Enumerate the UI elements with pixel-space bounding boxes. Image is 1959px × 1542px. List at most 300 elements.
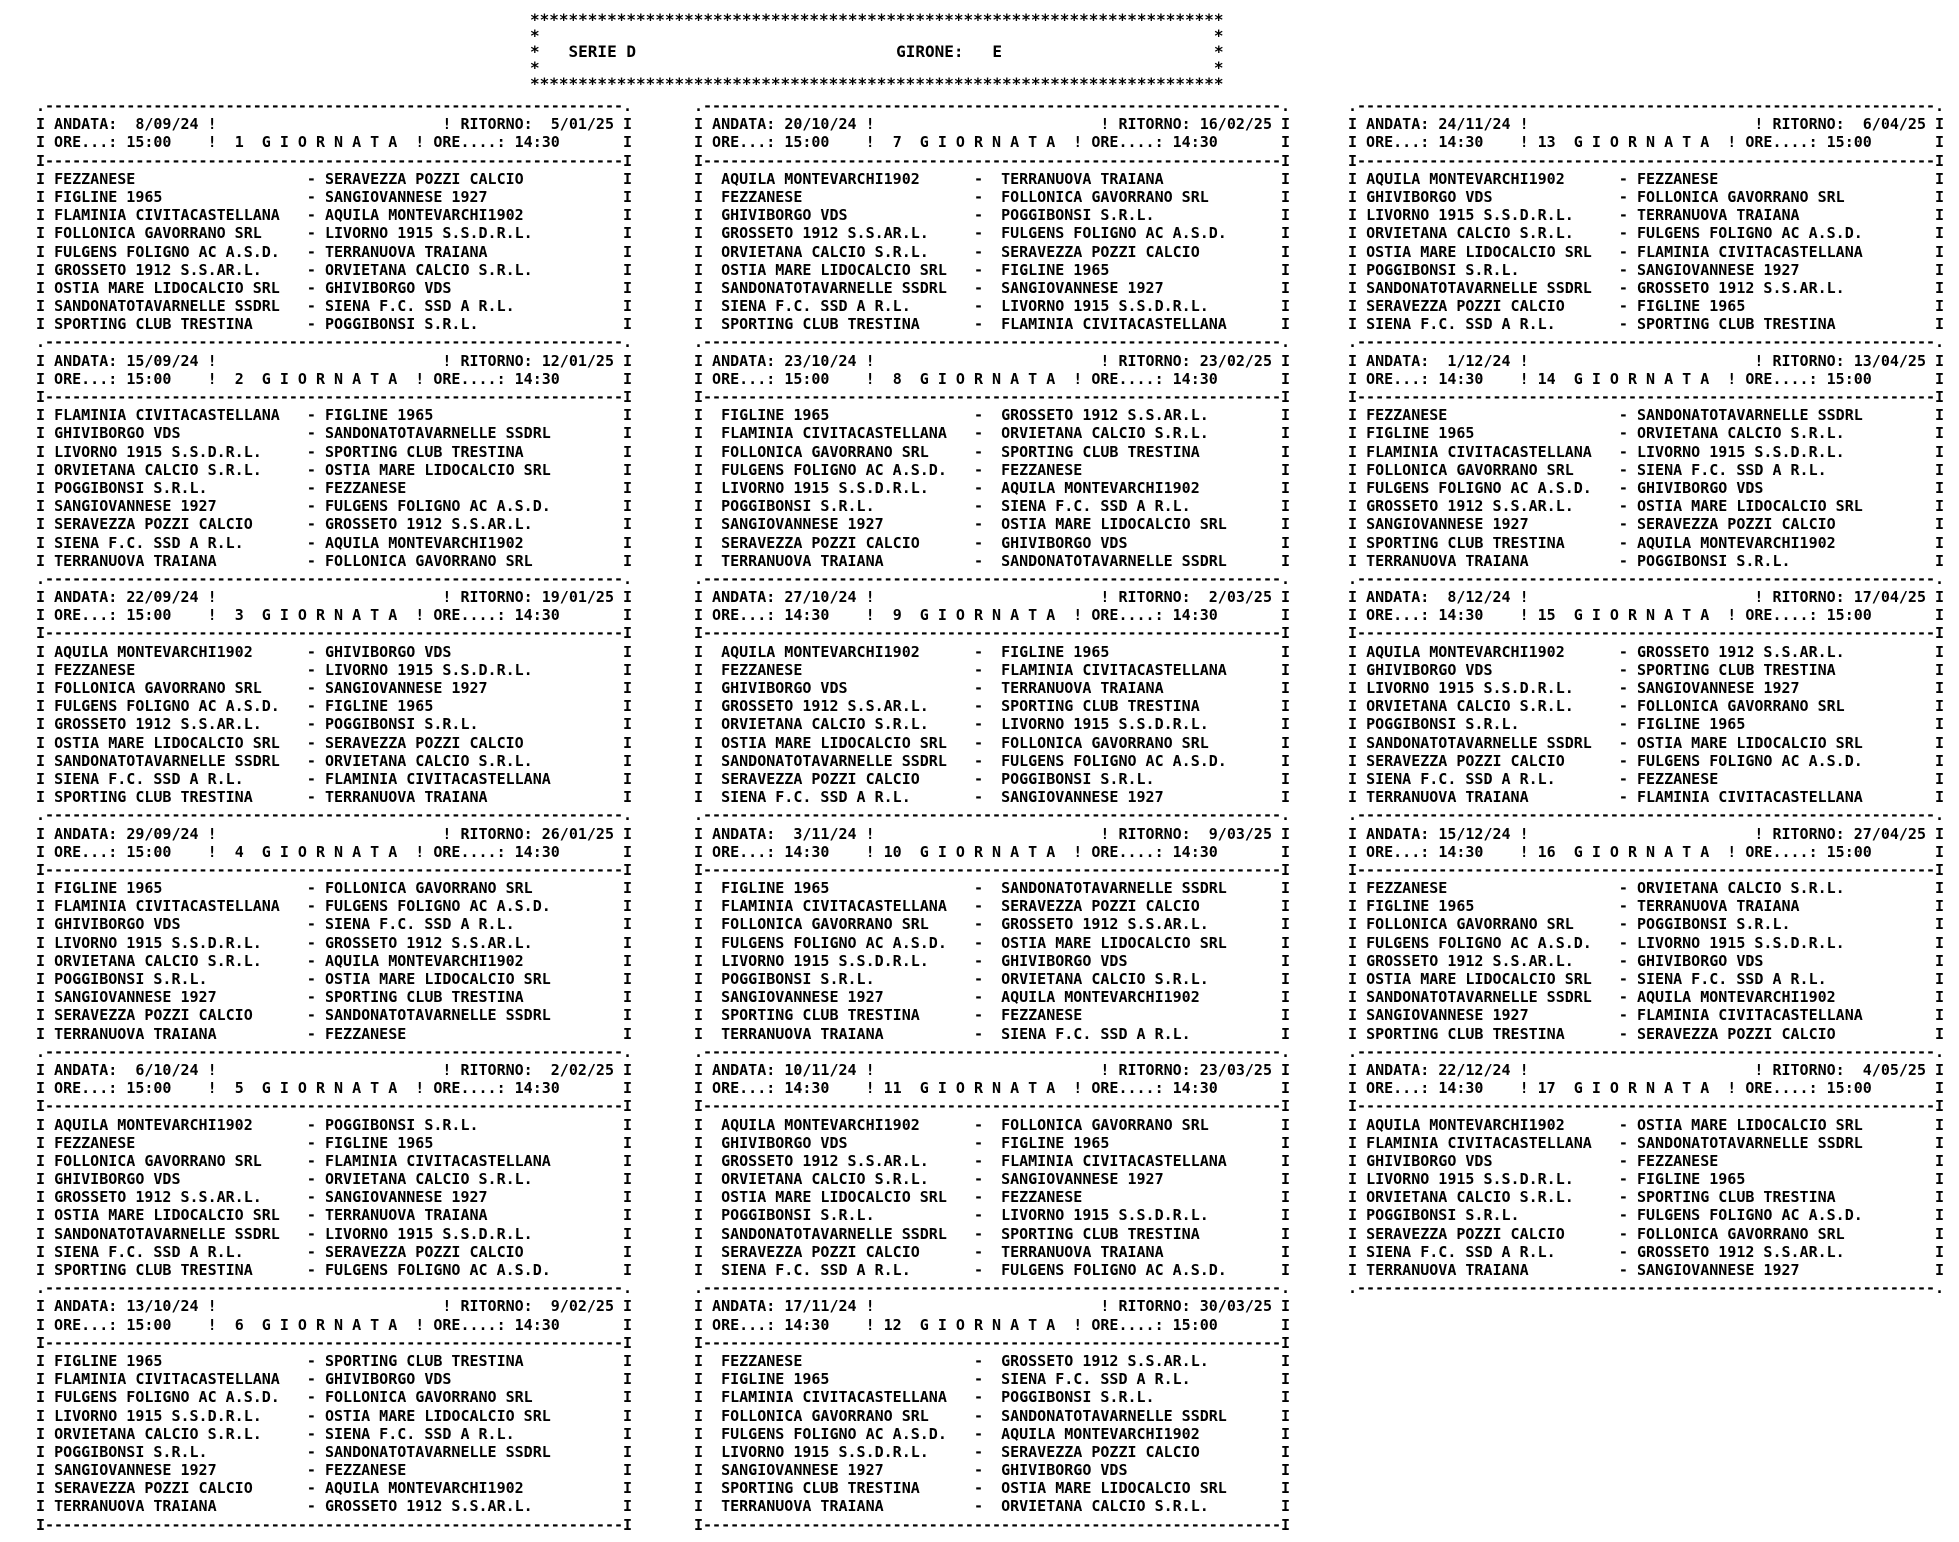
match-row: I AQUILA MONTEVARCHI1902 - GROSSETO 1912 S.S.AR.L. I	[1348, 642, 1945, 661]
home-team: FULGENS FOLIGNO AC A.S.D.	[1366, 478, 1592, 497]
match-row: I SERAVEZZA POZZI CALCIO - GHIVIBORGO VDS I	[694, 533, 1291, 552]
home-team: SPORTING CLUB TRESTINA	[1366, 1024, 1565, 1043]
away-team: ORVIETANA CALCIO S.R.L.	[1637, 879, 1845, 898]
match-row: I SERAVEZZA POZZI CALCIO - TERRANUOVA TRAIANA I	[694, 1242, 1291, 1261]
home-team: POGGIBONSI S.R.L.	[54, 1442, 208, 1461]
match-row: I LIVORNO 1915 S.S.D.R.L. - FIGLINE 1965 I	[1348, 1170, 1945, 1189]
away-team: GROSSETO 1912 S.S.AR.L.	[1637, 642, 1845, 661]
match-row: I FOLLONICA GAVORRANO SRL - FLAMINIA CIVITACASTELLANA I	[36, 1151, 633, 1170]
match-row: I SPORTING CLUB TRESTINA - FEZZANESE I	[694, 1006, 1291, 1025]
home-team: SANDONATOTAVARNELLE SSDRL	[1366, 278, 1592, 297]
giornata-times-row: I ORE...: 14:30 ! 12 G I O R N A T A ! ORE....: 15:00 I	[694, 1315, 1291, 1334]
match-row: I FEZZANESE - FOLLONICA GAVORRANO SRL I	[694, 187, 1291, 206]
home-team: GHIVIBORGO VDS	[1366, 1151, 1493, 1170]
giornata-dates-row: I ANDATA: 8/12/24 ! ! RITORNO: 17/04/25 I	[1348, 588, 1945, 607]
giornata-number: 6	[234, 1315, 244, 1334]
home-team: SANDONATOTAVARNELLE SSDRL	[54, 1224, 280, 1243]
match-row: I SANGIOVANNESE 1927 - OSTIA MARE LIDOCALCIO SRL I	[694, 515, 1291, 534]
match-row: I SIENA F.C. SSD A R.L. - FULGENS FOLIGNO AC A.S.D. I	[694, 1261, 1291, 1279]
ritorno-date: 17/04/25	[1853, 588, 1926, 607]
away-team: TERRANUOVA TRAIANA	[1001, 1242, 1164, 1261]
home-team: AQUILA MONTEVARCHI1902	[721, 169, 920, 188]
giornata-times-row: I ORE...: 15:00 ! 8 G I O R N A T A ! ORE....: 14:30 I	[694, 369, 1291, 388]
fixtures-column-3	[1348, 97, 1944, 1297]
andata-date: 23/10/24	[784, 351, 857, 370]
home-team: FLAMINIA CIVITACASTELLANA	[1366, 1133, 1592, 1152]
away-team: GHIVIBORGO VDS	[325, 278, 452, 297]
andata-time: 14:30	[784, 842, 830, 861]
ritorno-time: 14:30	[1172, 1079, 1218, 1098]
home-team: SERAVEZZA POZZI CALCIO	[1366, 297, 1565, 316]
girone-value: E	[992, 42, 1003, 61]
match-row: I ORVIETANA CALCIO S.R.L. - SANGIOVANNESE 1927 I	[694, 1170, 1291, 1189]
block-top-border: .----------------------------------------------------------------.	[36, 1042, 633, 1061]
block-top-border: .----------------------------------------------------------------.	[36, 1279, 633, 1298]
giornata-number: 17	[1537, 1079, 1556, 1098]
match-row: I FOLLONICA GAVORRANO SRL - SANDONATOTAVARNELLE SSDRL I	[694, 1406, 1291, 1425]
andata-date: 10/11/24	[784, 1060, 857, 1079]
match-row: I SANDONATOTAVARNELLE SSDRL - SPORTING CLUB TRESTINA I	[694, 1224, 1291, 1243]
away-team: FLAMINIA CIVITACASTELLANA	[1001, 315, 1227, 334]
home-team: POGGIBONSI S.R.L.	[1366, 260, 1520, 279]
home-team: POGGIBONSI S.R.L.	[1366, 1206, 1520, 1225]
away-team: GHIVIBORGO VDS	[325, 1370, 452, 1389]
match-row: I GHIVIBORGO VDS - POGGIBONSI S.R.L. I	[694, 206, 1291, 225]
giornata-number: 14	[1537, 369, 1556, 388]
away-team: FULGENS FOLIGNO AC A.S.D.	[325, 897, 551, 916]
home-team: ORVIETANA CALCIO S.R.L.	[1366, 697, 1574, 716]
giornata-label: G I O R N A T A	[1573, 606, 1710, 625]
home-team: TERRANUOVA TRAIANA	[721, 1497, 884, 1516]
giornata-times-row: I ORE...: 15:00 ! 5 G I O R N A T A ! ORE....: 14:30 I	[36, 1079, 633, 1098]
home-team: SERAVEZZA POZZI CALCIO	[1366, 1224, 1565, 1243]
match-row: I SIENA F.C. SSD A R.L. - FEZZANESE I	[1348, 769, 1945, 788]
home-team: POGGIBONSI S.R.L.	[721, 1206, 875, 1225]
match-row: I ORVIETANA CALCIO S.R.L. - SIENA F.C. SSD A R.L. I	[36, 1424, 633, 1443]
ritorno-time: 15:00	[1826, 842, 1872, 861]
block-divider: I----------------------------------------------------------------I	[36, 1097, 633, 1116]
home-team: FIGLINE 1965	[721, 1370, 830, 1389]
home-team: SANDONATOTAVARNELLE SSDRL	[54, 297, 280, 316]
match-row: I FIGLINE 1965 - TERRANUOVA TRAIANA I	[1348, 897, 1945, 916]
home-team: FLAMINIA CIVITACASTELLANA	[54, 897, 280, 916]
match-row: I FLAMINIA CIVITACASTELLANA - ORVIETANA CALCIO S.R.L. I	[694, 424, 1291, 443]
away-team: AQUILA MONTEVARCHI1902	[1001, 988, 1200, 1007]
home-team: FIGLINE 1965	[54, 879, 163, 898]
away-team: OSTIA MARE LIDOCALCIO SRL	[1001, 933, 1227, 952]
home-team: FLAMINIA CIVITACASTELLANA	[721, 897, 947, 916]
block-divider: I----------------------------------------------------------------I	[694, 860, 1291, 879]
home-team: FULGENS FOLIGNO AC A.S.D.	[721, 933, 947, 952]
andata-time: 15:00	[126, 606, 172, 625]
away-team: POGGIBONSI S.R.L.	[325, 715, 479, 734]
giornata-label: G I O R N A T A	[919, 1079, 1056, 1098]
match-row: I GHIVIBORGO VDS - SPORTING CLUB TRESTINA I	[1348, 660, 1945, 679]
away-team: SPORTING CLUB TRESTINA	[325, 988, 524, 1007]
home-team: OSTIA MARE LIDOCALCIO SRL	[721, 260, 947, 279]
home-team: SPORTING CLUB TRESTINA	[54, 315, 253, 334]
match-row: I OSTIA MARE LIDOCALCIO SRL - SIENA F.C. SSD A R.L. I	[1348, 970, 1945, 988]
home-team: GHIVIBORGO VDS	[721, 679, 848, 697]
block-top-border: .----------------------------------------------------------------.	[1348, 1042, 1945, 1061]
match-row: I FULGENS FOLIGNO AC A.S.D. - TERRANUOVA TRAIANA I	[36, 242, 633, 261]
match-row: I AQUILA MONTEVARCHI1902 - TERRANUOVA TRAIANA I	[694, 169, 1291, 188]
match-row: I FOLLONICA GAVORRANO SRL - SANGIOVANNESE 1927 I	[36, 679, 633, 697]
match-row: I SANDONATOTAVARNELLE SSDRL - GROSSETO 1912 S.S.AR.L. I	[1348, 278, 1945, 297]
away-team: POGGIBONSI S.R.L.	[1637, 915, 1791, 934]
home-team: FOLLONICA GAVORRANO SRL	[54, 224, 262, 243]
home-team: LIVORNO 1915 S.S.D.R.L.	[54, 442, 262, 461]
block-divider: I----------------------------------------------------------------I	[36, 860, 633, 879]
series-title: SERIE D	[568, 42, 636, 61]
away-team: FLAMINIA CIVITACASTELLANA	[1001, 660, 1227, 679]
away-team: FEZZANESE	[325, 1024, 407, 1043]
home-team: GROSSETO 1912 S.S.AR.L.	[54, 1188, 262, 1207]
giornata-number: 8	[892, 369, 902, 388]
home-team: FULGENS FOLIGNO AC A.S.D.	[721, 1424, 947, 1443]
match-row: I FOLLONICA GAVORRANO SRL - POGGIBONSI S.R.L. I	[1348, 915, 1945, 934]
away-team: SANGIOVANNESE 1927	[1001, 1170, 1164, 1189]
away-team: OSTIA MARE LIDOCALCIO SRL	[325, 1406, 551, 1425]
match-row: I GROSSETO 1912 S.S.AR.L. - POGGIBONSI S.R.L. I	[36, 715, 633, 734]
giornata-times-row: I ORE...: 15:00 ! 2 G I O R N A T A ! ORE....: 14:30 I	[36, 369, 633, 388]
giornata-label: G I O R N A T A	[1573, 842, 1710, 861]
block-divider: I----------------------------------------------------------------I	[36, 624, 633, 643]
giornata-label: G I O R N A T A	[261, 842, 398, 861]
home-team: OSTIA MARE LIDOCALCIO SRL	[1366, 242, 1592, 261]
away-team: LIVORNO 1915 S.S.D.R.L.	[325, 660, 533, 679]
giornata-times-row: I ORE...: 15:00 ! 4 G I O R N A T A ! ORE....: 14:30 I	[36, 842, 633, 861]
match-row: I OSTIA MARE LIDOCALCIO SRL - FIGLINE 1965 I	[694, 260, 1291, 279]
home-team: GROSSETO 1912 S.S.AR.L.	[721, 1151, 929, 1170]
match-row: I FOLLONICA GAVORRANO SRL - LIVORNO 1915 S.S.D.R.L. I	[36, 224, 633, 243]
giornata-dates-row: I ANDATA: 13/10/24 ! ! RITORNO: 9/02/25 I	[36, 1297, 633, 1316]
home-team: FIGLINE 1965	[54, 187, 163, 206]
ritorno-date: 2/02/25	[550, 1060, 614, 1079]
match-row: I SANDONATOTAVARNELLE SSDRL - FULGENS FOLIGNO AC A.S.D. I	[694, 751, 1291, 770]
home-team: FULGENS FOLIGNO AC A.S.D.	[54, 697, 280, 716]
giornata-number: 5	[234, 1079, 244, 1098]
match-row: I AQUILA MONTEVARCHI1902 - FEZZANESE I	[1348, 169, 1945, 188]
home-team: ORVIETANA CALCIO S.R.L.	[721, 242, 929, 261]
away-team: FOLLONICA GAVORRANO SRL	[1001, 1115, 1209, 1134]
andata-date: 15/09/24	[126, 351, 199, 370]
home-team: ORVIETANA CALCIO S.R.L.	[54, 1424, 262, 1443]
away-team: SANGIOVANNESE 1927	[325, 187, 488, 206]
home-team: SANGIOVANNESE 1927	[721, 515, 884, 534]
block-top-border: .----------------------------------------------------------------.	[36, 569, 633, 588]
ritorno-date: 2/03/25	[1208, 588, 1272, 607]
home-team: FULGENS FOLIGNO AC A.S.D.	[54, 242, 280, 261]
home-team: SANGIOVANNESE 1927	[54, 988, 217, 1007]
andata-time: 15:00	[126, 1079, 172, 1098]
away-team: SANGIOVANNESE 1927	[325, 679, 488, 697]
away-team: FLAMINIA CIVITACASTELLANA	[325, 769, 551, 788]
home-team: GHIVIBORGO VDS	[1366, 187, 1493, 206]
home-team: SANDONATOTAVARNELLE SSDRL	[721, 751, 947, 770]
giornata-times-row: I ORE...: 15:00 ! 6 G I O R N A T A ! ORE....: 14:30 I	[36, 1315, 633, 1334]
away-team: POGGIBONSI S.R.L.	[325, 1115, 479, 1134]
ritorno-date: 9/02/25	[550, 1297, 614, 1316]
match-row: I LIVORNO 1915 S.S.D.R.L. - SANGIOVANNESE 1927 I	[1348, 679, 1945, 697]
giornata-times-row: I ORE...: 14:30 ! 17 G I O R N A T A ! ORE....: 15:00 I	[1348, 1079, 1945, 1098]
home-team: GHIVIBORGO VDS	[54, 1170, 181, 1189]
away-team: FEZZANESE	[1637, 769, 1719, 788]
giornata-label: G I O R N A T A	[919, 606, 1056, 625]
away-team: AQUILA MONTEVARCHI1902	[325, 206, 524, 225]
home-team: FOLLONICA GAVORRANO SRL	[721, 1406, 929, 1425]
match-row: I FEZZANESE - LIVORNO 1915 S.S.D.R.L. I	[36, 660, 633, 679]
block-divider: I----------------------------------------------------------------I	[36, 388, 633, 406]
home-team: GROSSETO 1912 S.S.AR.L.	[54, 715, 262, 734]
away-team: TERRANUOVA TRAIANA	[325, 788, 488, 807]
ritorno-time: 14:30	[1172, 369, 1218, 388]
home-team: GROSSETO 1912 S.S.AR.L.	[721, 224, 929, 243]
ritorno-date: 6/04/25	[1862, 115, 1926, 134]
andata-date: 8/09/24	[135, 115, 199, 134]
home-team: SIENA F.C. SSD A R.L.	[54, 533, 244, 552]
home-team: LIVORNO 1915 S.S.D.R.L.	[54, 933, 262, 952]
match-row: I FLAMINIA CIVITACASTELLANA - FIGLINE 1965 I	[36, 406, 633, 425]
home-team: LIVORNO 1915 S.S.D.R.L.	[721, 951, 929, 970]
away-team: SPORTING CLUB TRESTINA	[1637, 1188, 1836, 1207]
home-team: GHIVIBORGO VDS	[1366, 660, 1493, 679]
home-team: GHIVIBORGO VDS	[54, 424, 181, 443]
away-team: FIGLINE 1965	[325, 406, 434, 425]
away-team: SERAVEZZA POZZI CALCIO	[325, 1242, 524, 1261]
block-divider: I----------------------------------------------------------------I	[36, 151, 633, 170]
title-box	[530, 12, 1224, 92]
away-team: FIGLINE 1965	[1637, 1170, 1746, 1189]
match-row: I FIGLINE 1965 - SANGIOVANNESE 1927 I	[36, 187, 633, 206]
match-row: I OSTIA MARE LIDOCALCIO SRL - FOLLONICA GAVORRANO SRL I	[694, 733, 1291, 752]
away-team: GROSSETO 1912 S.S.AR.L.	[1001, 1351, 1209, 1370]
away-team: SPORTING CLUB TRESTINA	[1001, 697, 1200, 716]
away-team: GROSSETO 1912 S.S.AR.L.	[1637, 1242, 1845, 1261]
andata-time: 14:30	[1438, 606, 1484, 625]
away-team: SANDONATOTAVARNELLE SSDRL	[1637, 1133, 1863, 1152]
match-row: I ORVIETANA CALCIO S.R.L. - LIVORNO 1915 S.S.D.R.L. I	[694, 715, 1291, 734]
andata-time: 15:00	[126, 133, 172, 152]
giornata-times-row: I ORE...: 14:30 ! 11 G I O R N A T A ! ORE....: 14:30 I	[694, 1079, 1291, 1098]
home-team: LIVORNO 1915 S.S.D.R.L.	[721, 478, 929, 497]
away-team: SIENA F.C. SSD A R.L.	[1001, 497, 1191, 516]
away-team: AQUILA MONTEVARCHI1902	[325, 533, 524, 552]
home-team: GROSSETO 1912 S.S.AR.L.	[1366, 497, 1574, 516]
home-team: FOLLONICA GAVORRANO SRL	[54, 679, 262, 697]
away-team: GHIVIBORGO VDS	[325, 642, 452, 661]
match-row: I FLAMINIA CIVITACASTELLANA - SERAVEZZA POZZI CALCIO I	[694, 897, 1291, 916]
match-row: I SPORTING CLUB TRESTINA - TERRANUOVA TRAIANA I	[36, 788, 633, 807]
giornata-dates-row: I ANDATA: 20/10/24 ! ! RITORNO: 16/02/25 I	[694, 115, 1291, 134]
match-row: I OSTIA MARE LIDOCALCIO SRL - FEZZANESE I	[694, 1188, 1291, 1207]
home-team: TERRANUOVA TRAIANA	[54, 1024, 217, 1043]
match-row: I ORVIETANA CALCIO S.R.L. - AQUILA MONTEVARCHI1902 I	[36, 951, 633, 970]
match-row: I SERAVEZZA POZZI CALCIO - SANDONATOTAVARNELLE SSDRL I	[36, 1006, 633, 1025]
away-team: FOLLONICA GAVORRANO SRL	[1637, 187, 1845, 206]
block-top-border: .----------------------------------------------------------------.	[694, 1279, 1291, 1298]
home-team: AQUILA MONTEVARCHI1902	[1366, 1115, 1565, 1134]
home-team: SANDONATOTAVARNELLE SSDRL	[1366, 733, 1592, 752]
home-team: LIVORNO 1915 S.S.D.R.L.	[54, 1406, 262, 1425]
match-row: I FIGLINE 1965 - SANDONATOTAVARNELLE SSDRL I	[694, 879, 1291, 898]
match-row: I SIENA F.C. SSD A R.L. - SERAVEZZA POZZI CALCIO I	[36, 1242, 633, 1261]
home-team: SIENA F.C. SSD A R.L.	[1366, 315, 1556, 334]
home-team: FIGLINE 1965	[721, 879, 830, 898]
giornata-label: G I O R N A T A	[261, 1079, 398, 1098]
ritorno-time: 14:30	[514, 606, 560, 625]
giornata-number: 12	[883, 1315, 902, 1334]
away-team: ORVIETANA CALCIO S.R.L.	[1001, 424, 1209, 443]
girone-label: GIRONE:	[896, 42, 964, 61]
home-team: SERAVEZZA POZZI CALCIO	[721, 533, 920, 552]
away-team: FOLLONICA GAVORRANO SRL	[325, 879, 533, 898]
home-team: SANGIOVANNESE 1927	[1366, 515, 1529, 534]
match-row: I FOLLONICA GAVORRANO SRL - SPORTING CLUB TRESTINA I	[694, 442, 1291, 461]
match-row: I FIGLINE 1965 - GROSSETO 1912 S.S.AR.L. I	[694, 406, 1291, 425]
match-row: I FEZZANESE - GROSSETO 1912 S.S.AR.L. I	[694, 1351, 1291, 1370]
match-row: I SANDONATOTAVARNELLE SSDRL - SIENA F.C. SSD A R.L. I	[36, 297, 633, 316]
home-team: SANGIOVANNESE 1927	[54, 1461, 217, 1480]
away-team: ORVIETANA CALCIO S.R.L.	[1637, 424, 1845, 443]
away-team: SIENA F.C. SSD A R.L.	[1637, 460, 1827, 479]
home-team: FOLLONICA GAVORRANO SRL	[1366, 915, 1574, 934]
away-team: SERAVEZZA POZZI CALCIO	[325, 169, 524, 188]
title-border-bottom: ************************************************************************	[530, 74, 1224, 93]
giornata-label: G I O R N A T A	[1573, 369, 1710, 388]
match-row: I SANGIOVANNESE 1927 - FEZZANESE I	[36, 1461, 633, 1480]
ritorno-date: 26/01/25	[541, 824, 614, 843]
match-row: I SIENA F.C. SSD A R.L. - AQUILA MONTEVARCHI1902 I	[36, 533, 633, 552]
ritorno-date: 12/01/25	[541, 351, 614, 370]
match-row: I FOLLONICA GAVORRANO SRL - SIENA F.C. SSD A R.L. I	[1348, 460, 1945, 479]
column-closing-border: I----------------------------------------------------------------I	[36, 1515, 633, 1534]
away-team: POGGIBONSI S.R.L.	[1637, 551, 1791, 570]
away-team: TERRANUOVA TRAIANA	[1001, 169, 1164, 188]
ritorno-date: 23/02/25	[1199, 351, 1272, 370]
ritorno-time: 14:30	[1172, 842, 1218, 861]
away-team: GROSSETO 1912 S.S.AR.L.	[325, 1497, 533, 1516]
giornata-label: G I O R N A T A	[261, 369, 398, 388]
match-row: I ORVIETANA CALCIO S.R.L. - FULGENS FOLIGNO AC A.S.D. I	[1348, 224, 1945, 243]
match-row: I SPORTING CLUB TRESTINA - OSTIA MARE LIDOCALCIO SRL I	[694, 1479, 1291, 1498]
away-team: FIGLINE 1965	[325, 1133, 434, 1152]
match-row: I FIGLINE 1965 - ORVIETANA CALCIO S.R.L. I	[1348, 424, 1945, 443]
away-team: SERAVEZZA POZZI CALCIO	[1637, 1024, 1836, 1043]
home-team: TERRANUOVA TRAIANA	[1366, 551, 1529, 570]
home-team: SANGIOVANNESE 1927	[721, 988, 884, 1007]
home-team: FEZZANESE	[54, 1133, 136, 1152]
giornata-times-row: I ORE...: 14:30 ! 15 G I O R N A T A ! ORE....: 15:00 I	[1348, 606, 1945, 625]
match-row: I SANGIOVANNESE 1927 - AQUILA MONTEVARCHI1902 I	[694, 988, 1291, 1007]
giornata-number: 1	[234, 133, 244, 152]
match-row: I GROSSETO 1912 S.S.AR.L. - OSTIA MARE LIDOCALCIO SRL I	[1348, 497, 1945, 516]
home-team: ORVIETANA CALCIO S.R.L.	[721, 1170, 929, 1189]
block-divider: I----------------------------------------------------------------I	[1348, 1097, 1945, 1116]
andata-date: 15/12/24	[1438, 824, 1511, 843]
match-row: I FLAMINIA CIVITACASTELLANA - AQUILA MONTEVARCHI1902 I	[36, 206, 633, 225]
home-team: FLAMINIA CIVITACASTELLANA	[54, 406, 280, 425]
match-row: I ORVIETANA CALCIO S.R.L. - SERAVEZZA POZZI CALCIO I	[694, 242, 1291, 261]
home-team: POGGIBONSI S.R.L.	[54, 970, 208, 988]
match-row: I LIVORNO 1915 S.S.D.R.L. - SERAVEZZA POZZI CALCIO I	[694, 1442, 1291, 1461]
away-team: FOLLONICA GAVORRANO SRL	[325, 1388, 533, 1407]
match-row: I LIVORNO 1915 S.S.D.R.L. - TERRANUOVA TRAIANA I	[1348, 206, 1945, 225]
home-team: TERRANUOVA TRAIANA	[54, 1497, 217, 1516]
away-team: FOLLONICA GAVORRANO SRL	[1637, 697, 1845, 716]
match-row: I TERRANUOVA TRAIANA - GROSSETO 1912 S.S.AR.L. I	[36, 1497, 633, 1516]
match-row: I SPORTING CLUB TRESTINA - FLAMINIA CIVITACASTELLANA I	[694, 315, 1291, 334]
away-team: SANGIOVANNESE 1927	[325, 1188, 488, 1207]
match-row: I SANDONATOTAVARNELLE SSDRL - SANGIOVANNESE 1927 I	[694, 278, 1291, 297]
block-top-border: .----------------------------------------------------------------.	[36, 97, 633, 115]
giornata-number: 2	[234, 369, 244, 388]
andata-date: 20/10/24	[784, 115, 857, 134]
match-row: I OSTIA MARE LIDOCALCIO SRL - SERAVEZZA POZZI CALCIO I	[36, 733, 633, 752]
ritorno-time: 15:00	[1826, 369, 1872, 388]
home-team: FEZZANESE	[54, 660, 136, 679]
home-team: SIENA F.C. SSD A R.L.	[721, 1261, 911, 1279]
away-team: GROSSETO 1912 S.S.AR.L.	[1001, 915, 1209, 934]
giornata-dates-row: I ANDATA: 27/10/24 ! ! RITORNO: 2/03/25 I	[694, 588, 1291, 607]
title-border-top: ************************************************************************	[530, 10, 1224, 29]
away-team: LIVORNO 1915 S.S.D.R.L.	[325, 224, 533, 243]
andata-time: 15:00	[126, 369, 172, 388]
away-team: TERRANUOVA TRAIANA	[1637, 897, 1800, 916]
home-team: SPORTING CLUB TRESTINA	[54, 1261, 253, 1279]
match-row: I FIGLINE 1965 - FOLLONICA GAVORRANO SRL I	[36, 879, 633, 898]
home-team: FLAMINIA CIVITACASTELLANA	[54, 206, 280, 225]
match-row: I SERAVEZZA POZZI CALCIO - POGGIBONSI S.R.L. I	[694, 769, 1291, 788]
block-divider: I----------------------------------------------------------------I	[694, 1097, 1291, 1116]
giornata-label: G I O R N A T A	[919, 369, 1056, 388]
giornata-number: 15	[1537, 606, 1556, 625]
away-team: POGGIBONSI S.R.L.	[1001, 1388, 1155, 1407]
block-divider: I----------------------------------------------------------------I	[1348, 388, 1945, 406]
home-team: POGGIBONSI S.R.L.	[721, 970, 875, 988]
andata-time: 14:30	[784, 1315, 830, 1334]
andata-time: 14:30	[784, 606, 830, 625]
home-team: ORVIETANA CALCIO S.R.L.	[721, 715, 929, 734]
home-team: ORVIETANA CALCIO S.R.L.	[54, 460, 262, 479]
ritorno-time: 14:30	[1172, 606, 1218, 625]
home-team: AQUILA MONTEVARCHI1902	[54, 642, 253, 661]
match-row: I TERRANUOVA TRAIANA - POGGIBONSI S.R.L. I	[1348, 551, 1945, 570]
home-team: OSTIA MARE LIDOCALCIO SRL	[721, 733, 947, 752]
home-team: OSTIA MARE LIDOCALCIO SRL	[1366, 970, 1592, 988]
away-team: SPORTING CLUB TRESTINA	[1637, 315, 1836, 334]
away-team: AQUILA MONTEVARCHI1902	[1001, 1424, 1200, 1443]
home-team: FEZZANESE	[721, 660, 803, 679]
match-row: I SANGIOVANNESE 1927 - SERAVEZZA POZZI CALCIO I	[1348, 515, 1945, 534]
title-border-row: * *	[530, 58, 1224, 77]
giornata-dates-row: I ANDATA: 15/09/24 ! ! RITORNO: 12/01/25 I	[36, 351, 633, 370]
away-team: SANGIOVANNESE 1927	[1001, 278, 1164, 297]
away-team: FULGENS FOLIGNO AC A.S.D.	[1001, 224, 1227, 243]
away-team: SPORTING CLUB TRESTINA	[1637, 660, 1836, 679]
home-team: FOLLONICA GAVORRANO SRL	[54, 1151, 262, 1170]
home-team: GHIVIBORGO VDS	[721, 206, 848, 225]
match-row: I FIGLINE 1965 - SPORTING CLUB TRESTINA I	[36, 1351, 633, 1370]
match-row: I SPORTING CLUB TRESTINA - POGGIBONSI S.R.L. I	[36, 315, 633, 334]
away-team: ORVIETANA CALCIO S.R.L.	[325, 1170, 533, 1189]
home-team: AQUILA MONTEVARCHI1902	[1366, 642, 1565, 661]
home-team: OSTIA MARE LIDOCALCIO SRL	[54, 278, 280, 297]
match-row: I OSTIA MARE LIDOCALCIO SRL - GHIVIBORGO VDS I	[36, 278, 633, 297]
match-row: I GHIVIBORGO VDS - SANDONATOTAVARNELLE SSDRL I	[36, 424, 633, 443]
block-top-border: .----------------------------------------------------------------.	[36, 806, 633, 825]
home-team: TERRANUOVA TRAIANA	[54, 551, 217, 570]
